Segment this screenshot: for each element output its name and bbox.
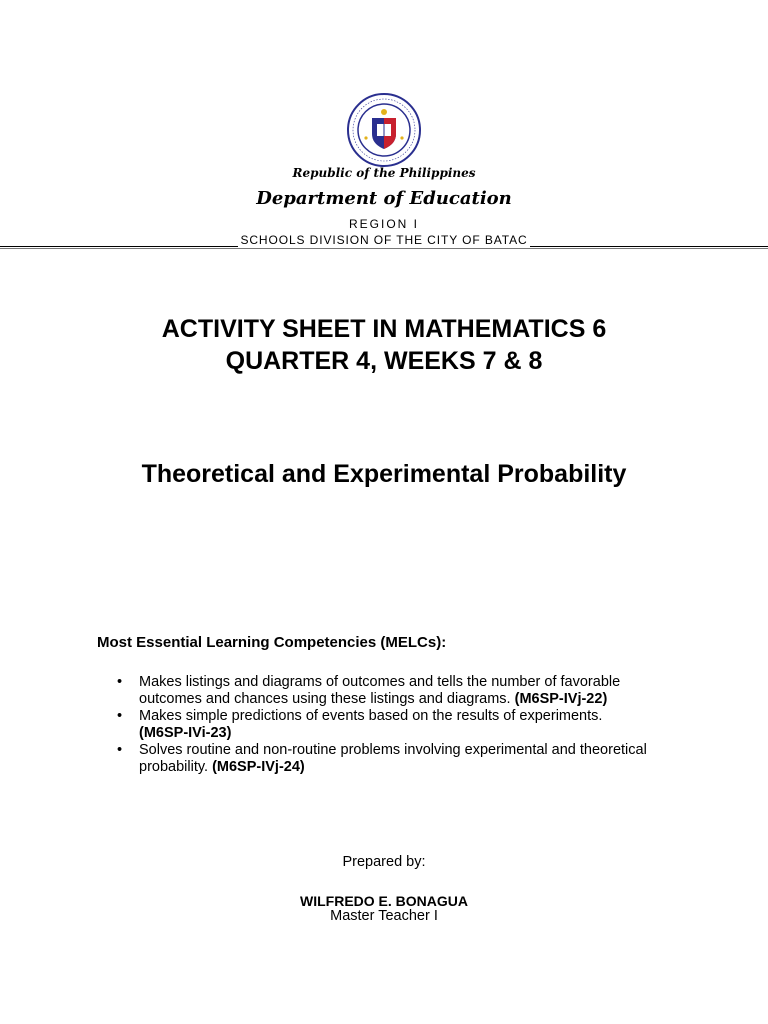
author-position: Master Teacher I: [330, 908, 438, 924]
melc-item: [117, 708, 677, 742]
melc-item: [117, 742, 677, 776]
document-title-line2: QUARTER 4, WEEKS 7 & 8: [225, 347, 543, 375]
melc-heading: Most Essential Learning Competencies (MELCs):: [97, 634, 447, 651]
melc-item-code: (M6SP-IVi-23): [139, 725, 232, 741]
melc-item-text: Makes listings and diagrams of outcomes and tells the number of favorable outcomes and chances using these listings and diagrams.: [139, 674, 621, 707]
melc-item-text: Makes simple predictions of events based on the results of experiments.: [139, 708, 603, 724]
melc-item-text: Solves routine and non-routine problems involving experimental and theoretical probability.: [139, 742, 647, 775]
region-label: REGION I: [348, 217, 419, 231]
melc-item-code: (M6SP-IVj-24): [212, 759, 305, 775]
melc-list: [117, 674, 677, 776]
document-title-line1: ACTIVITY SHEET IN MATHEMATICS 6: [161, 315, 607, 343]
header-divider-secondary: [0, 248, 768, 249]
melc-item: [117, 674, 677, 708]
melc-item-code: (M6SP-IVj-22): [514, 691, 608, 707]
author-name: WILFREDO E. BONAGUA: [300, 893, 468, 909]
republic-label: Republic of the Philippines: [292, 166, 476, 180]
subject-title: Theoretical and Experimental Probability: [141, 460, 627, 488]
division-text: SCHOOLS DIVISION OF THE CITY OF BATAC: [240, 233, 528, 247]
prepared-by-label: Prepared by:: [342, 854, 426, 870]
deped-seal-icon: [346, 92, 422, 168]
division-label: [0, 233, 768, 247]
department-label: Department of Education: [256, 188, 512, 209]
